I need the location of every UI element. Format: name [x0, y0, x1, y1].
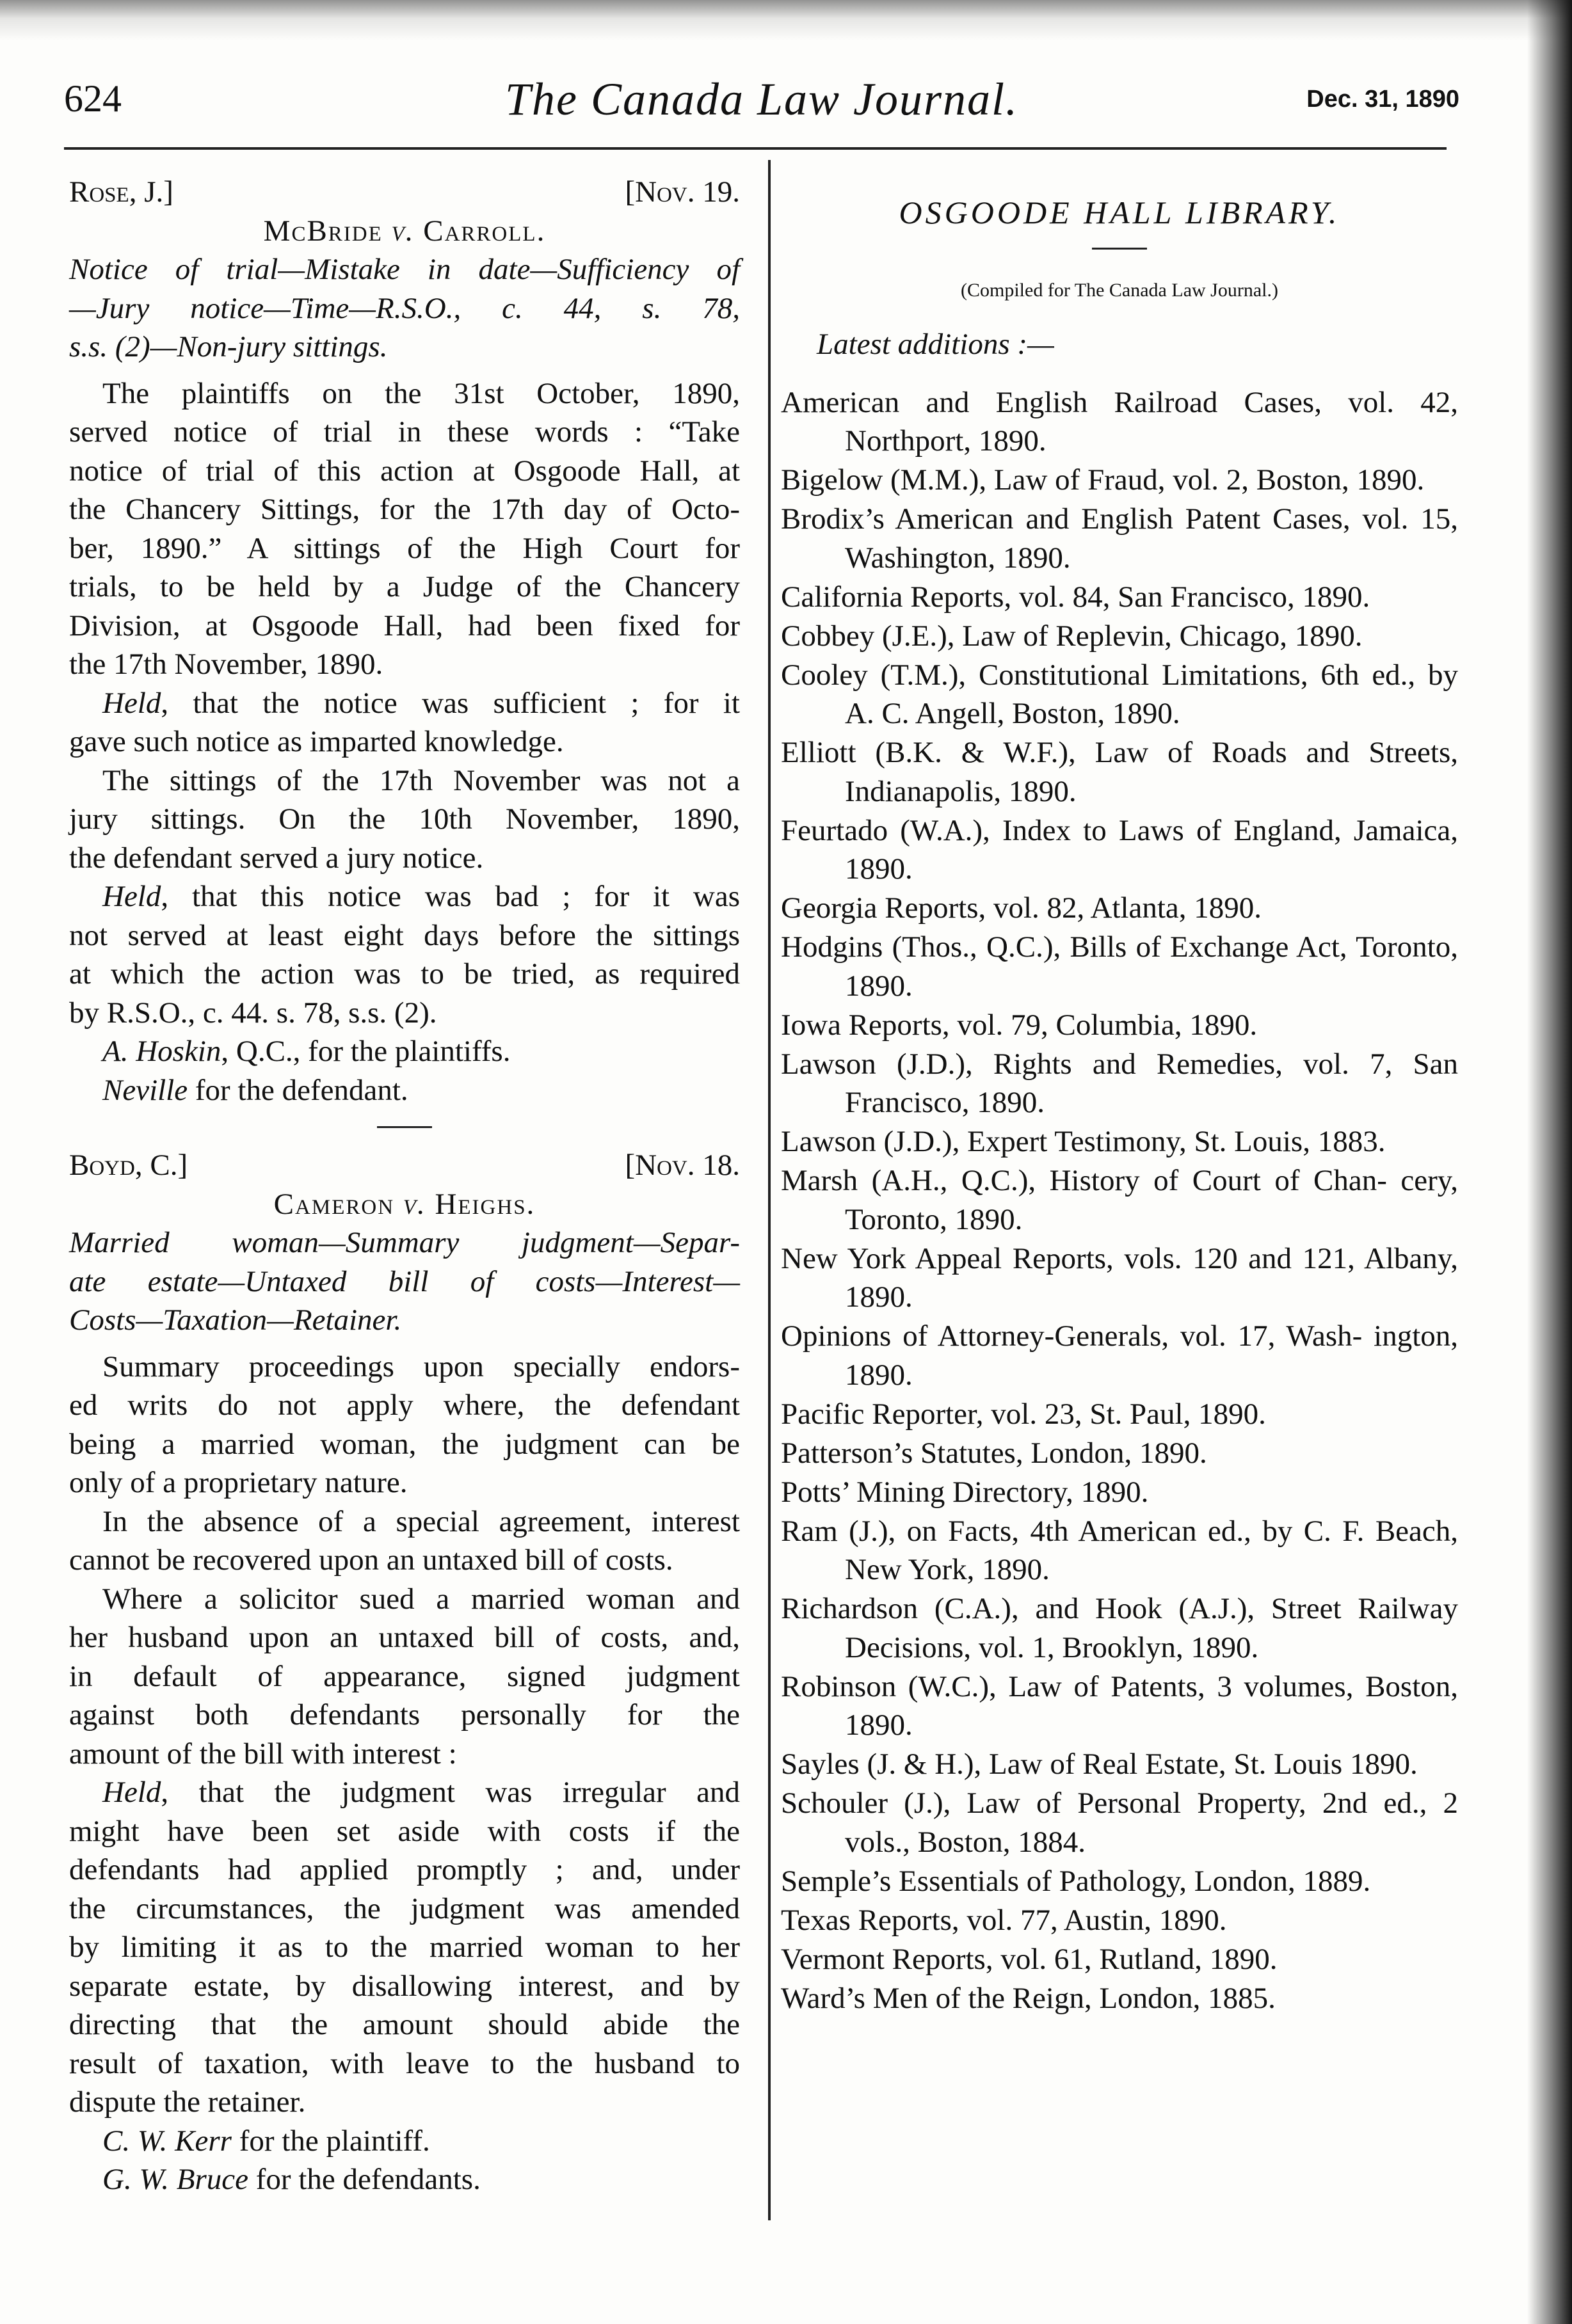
- case2-paragraph-1: [69, 1348, 740, 1502]
- text-line: The sittings of the 17th November was not a: [102, 763, 740, 797]
- entry-text-continued: Railway Decisions, vol. 1, Brooklyn, 1890.: [845, 1592, 1458, 1664]
- case1-paragraph-1: [69, 374, 740, 684]
- entry-text: Vermont Reports, vol. 61, Rutland, 1890.: [781, 1942, 1278, 1976]
- text-line: ed writs do not apply where, the defendant: [69, 1389, 740, 1422]
- scan-binding-shadow: [1527, 0, 1572, 2324]
- held-word: Held: [102, 880, 161, 913]
- latest-additions-label: Latest additions :—: [817, 328, 1054, 361]
- scan-top-shadow: [0, 0, 1572, 41]
- library-entries: [781, 383, 1458, 2018]
- case1-title: [69, 212, 740, 251]
- entry-text-continued: 1890.: [1356, 463, 1425, 497]
- library-entry: [781, 1045, 1458, 1122]
- counsel-name: G. W. Bruce: [102, 2163, 249, 2196]
- entry-text: Feurtado (W.A.), Index to Laws of England,: [781, 813, 1342, 847]
- left-column: [69, 173, 740, 2199]
- library-entry: [781, 1006, 1458, 1045]
- library-entry: [781, 1901, 1458, 1940]
- case1-judge: Rose, J.]: [69, 175, 173, 209]
- entry-text-continued: ed., by A. C. Angell, Boston, 1890.: [845, 658, 1458, 730]
- library-entry: [781, 1589, 1458, 1667]
- library-entry: [781, 1512, 1458, 1589]
- entry-text-continued: Toronto, 1890.: [845, 930, 1458, 1003]
- case2-counsel-plaintiff: [69, 2122, 740, 2161]
- case2-party-a: Cameron: [273, 1187, 395, 1221]
- library-entry: [781, 1395, 1458, 1434]
- text-line: defendants had applied promptly ; and, under: [69, 1853, 740, 1886]
- text-run: , that this notice was bad ; for it was: [161, 880, 740, 913]
- library-entry: [781, 1745, 1458, 1784]
- right-column: [781, 173, 1458, 2018]
- text-line: by R.S.O., c. 44. s. 78, s.s. (2).: [69, 996, 437, 1030]
- issue-date: Dec. 31, 1890: [1306, 86, 1459, 113]
- text-line: directing that the amount should abide the: [69, 2008, 740, 2041]
- entry-text: Schouler (J.), Law of Personal Property, 2nd: [781, 1787, 1368, 1820]
- text-run: , Q.C., for the plaintiffs.: [221, 1035, 511, 1068]
- text-line: served notice of trial in these words : “Take: [69, 415, 740, 449]
- case2-counsel-defendants: [69, 2160, 740, 2199]
- page-number: 624: [64, 77, 122, 120]
- library-title: OSGOODE HALL LIBRARY.: [899, 195, 1340, 230]
- entry-text-continued: cery, Toronto, 1890.: [845, 1164, 1458, 1236]
- library-entry: [781, 383, 1458, 461]
- entry-text: Opinions of Attorney-Generals, vol. 17, Wash-: [781, 1319, 1363, 1353]
- text-line: by limiting it as to the married woman to her: [69, 1930, 740, 1964]
- entry-text: Semple’s Essentials of Pathology, London,: [781, 1864, 1295, 1898]
- text-line: trials, to be held by a Judge of the Chancery: [69, 570, 740, 603]
- entry-text-continued: vol. 15, Washington, 1890.: [845, 502, 1459, 575]
- text-line: might have been set aside with costs if the: [69, 1814, 740, 1848]
- running-header: [64, 64, 1459, 141]
- library-entry: [781, 733, 1458, 811]
- counsel-name: Neville: [102, 1073, 188, 1107]
- headnote-line: ate estate—Untaxed bill of costs—Interest—: [69, 1264, 740, 1298]
- entry-text: Pacific Reporter, vol. 23, St. Paul, 1890.: [781, 1397, 1266, 1431]
- entry-text-continued: 1890.: [1349, 1747, 1418, 1781]
- text-line: The plaintiffs on the 31st October, 1890,: [102, 376, 740, 410]
- library-entry: [781, 578, 1458, 617]
- column-divider: [768, 160, 771, 2220]
- text-line: separate estate, by disallowing interest, and by: [69, 1969, 740, 2003]
- case2-paragraph-2: [69, 1502, 740, 1580]
- text-line: the defendant served a jury notice.: [69, 841, 484, 875]
- library-entry: [781, 1239, 1458, 1317]
- case2-party-b: Heighs.: [435, 1187, 536, 1221]
- text-line: [69, 684, 740, 723]
- library-entry: [781, 1317, 1458, 1394]
- entry-text: Texas Reports, vol. 77, Austin, 1890.: [781, 1903, 1227, 1937]
- text-run: , that the judgment was irregular and: [161, 1776, 740, 1809]
- entry-text: Hodgins (Thos., Q.C.), Bills of Exchange Act,: [781, 930, 1347, 964]
- text-line: [69, 1773, 740, 1812]
- text-line: the circumstances, the judgment was amended: [69, 1891, 740, 1925]
- entry-text-continued: Albany, 1890.: [845, 1241, 1458, 1314]
- library-entry: [781, 500, 1458, 577]
- entry-text: Lawson (J.D.), Expert Testimony, St. Louis,: [781, 1125, 1310, 1158]
- entry-text: Cooley (T.M.), Constitutional Limitations, 6th: [781, 658, 1359, 692]
- entry-text: Lawson (J.D.), Rights and Remedies, vol. 7,: [781, 1047, 1393, 1081]
- library-entry: [781, 1473, 1458, 1512]
- entry-text: Patterson’s Statutes, London, 1890.: [781, 1436, 1207, 1470]
- case2-versus: v.: [403, 1187, 426, 1221]
- entry-text: Cobbey (J.E.), Law of Replevin, Chicago, 1890.: [781, 619, 1363, 653]
- text-line: jury sittings. On the 10th November, 1890,: [69, 802, 740, 836]
- case1-date: [Nov. 19.: [625, 175, 740, 209]
- entry-text-continued: 1883.: [1317, 1125, 1386, 1158]
- case2-headnote: [69, 1223, 740, 1340]
- headnote-line: Costs—Taxation—Retainer.: [69, 1303, 402, 1337]
- text-line: Where a solicitor sued a married woman and: [102, 1582, 740, 1616]
- journal-title: The Canada Law Journal.: [504, 74, 1019, 125]
- entry-text: California Reports, vol. 84, San Francisco, 1890.: [781, 580, 1370, 614]
- text-line: result of taxation, with leave to the husband to: [69, 2046, 740, 2080]
- entry-text-continued: Streets, Indianapolis, 1890.: [845, 736, 1459, 808]
- text-line: gave such notice as imparted knowledge.: [69, 725, 564, 758]
- text-line: only of a proprietary nature.: [69, 1466, 408, 1499]
- case1-held-2: [69, 877, 740, 1032]
- text-line: not served at least eight days before the sittings: [69, 918, 740, 952]
- entry-text: Ram (J.), on Facts, 4th American ed., by C. F.: [781, 1514, 1365, 1548]
- case2-date: [Nov. 18.: [625, 1149, 740, 1182]
- text-line: cannot be recovered upon an untaxed bill of costs.: [69, 1543, 673, 1577]
- case1-party-a: McBride: [263, 214, 383, 248]
- section-separator: [377, 1126, 432, 1128]
- entry-text-continued: ington, 1890.: [845, 1319, 1459, 1392]
- case1-versus: v.: [391, 214, 415, 248]
- header-rule: [64, 147, 1447, 150]
- entry-text-continued: Northport, 1890.: [845, 424, 1047, 458]
- library-entry: [781, 1862, 1458, 1901]
- library-entry: [781, 461, 1458, 500]
- text-line: at which the action was to be tried, as required: [69, 957, 740, 991]
- text-line: being a married woman, the judgment can be: [69, 1427, 740, 1461]
- entry-text: Elliott (B.K. & W.F.), Law of Roads and: [781, 736, 1350, 769]
- entry-text: Bigelow (M.M.), Law of Fraud, vol. 2, Boston,: [781, 463, 1349, 497]
- library-entry: [781, 1784, 1458, 1861]
- entry-text: Marsh (A.H., Q.C.), History of Court of Chan-: [781, 1164, 1387, 1197]
- text-run: , that the notice was sufficient ; for it: [161, 686, 740, 720]
- entry-text: Georgia Reports, vol. 82, Atlanta, 1890.: [781, 891, 1262, 925]
- headnote-line: Married woman—Summary judgment—Separ-: [69, 1226, 740, 1259]
- case2-judge-line: [69, 1146, 740, 1185]
- library-entry: [781, 1940, 1458, 1979]
- entry-text: Sayles (J. & H.), Law of Real Estate, St. Louis: [781, 1747, 1343, 1781]
- library-entry: [781, 656, 1458, 733]
- compiled-note: (Compiled for The Canada Law Journal.): [961, 279, 1278, 301]
- library-entry: [781, 928, 1458, 1005]
- text-run: for the defendants.: [248, 2163, 481, 2196]
- entry-text: Iowa Reports, vol. 79, Columbia, 1890.: [781, 1008, 1258, 1042]
- text-line: Division, at Osgoode Hall, had been fixed for: [69, 609, 740, 642]
- case1-headnote: [69, 250, 740, 367]
- case2-judge: Boyd, C.]: [69, 1149, 188, 1182]
- entry-text-continued: Jamaica, 1890.: [845, 813, 1459, 886]
- entry-text: Ward’s Men of the Reign, London, 1885.: [781, 1981, 1276, 2015]
- headnote-line: —Jury notice—Time—R.S.O., c. 44, s. 78,: [69, 291, 740, 325]
- held-word: Held: [102, 1776, 161, 1809]
- headnote-line: Notice of trial—Mistake in date—Sufficiency of: [69, 253, 740, 286]
- text-run: for the defendant.: [188, 1073, 408, 1107]
- entry-text-continued: 1889.: [1303, 1864, 1371, 1898]
- library-entry: [781, 617, 1458, 656]
- case1-held-1: [69, 684, 740, 761]
- case1-counsel-plaintiffs: [69, 1032, 740, 1071]
- text-line: [69, 877, 740, 916]
- text-line: dispute the retainer.: [69, 2085, 306, 2119]
- text-line: against both defendants personally for the: [69, 1698, 740, 1731]
- counsel-name: A. Hoskin: [102, 1035, 221, 1068]
- library-entry: [781, 889, 1458, 928]
- entry-text: Robinson (W.C.), Law of Patents, 3 volumes,: [781, 1669, 1354, 1703]
- held-word: Held: [102, 686, 161, 720]
- title-separator: [1092, 248, 1147, 250]
- text-line: her husband upon an untaxed bill of costs, and,: [69, 1621, 740, 1654]
- case2-held: [69, 1773, 740, 2122]
- library-entry: [781, 1122, 1458, 1161]
- text-line: In the absence of a special agreement, interest: [102, 1504, 740, 1538]
- library-entry: [781, 1434, 1458, 1473]
- entry-text-continued: ed., 2 vols., Boston, 1884.: [845, 1787, 1458, 1859]
- case1-judge-line: [69, 173, 740, 212]
- entry-text: Potts’ Mining Directory, 1890.: [781, 1475, 1149, 1509]
- case1-party-b: Carroll.: [423, 214, 546, 248]
- library-entry: [781, 811, 1458, 889]
- case2-title: [69, 1185, 740, 1224]
- text-run: for the plaintiff.: [231, 2124, 430, 2158]
- library-entry: [781, 1667, 1458, 1745]
- entry-text: American and English Railroad Cases, vol. 42,: [781, 385, 1458, 419]
- entry-text-continued: Beach, New York, 1890.: [845, 1514, 1458, 1586]
- case1-counsel-defendant: [69, 1071, 740, 1110]
- headnote-line: s.s. (2)—Non-jury sittings.: [69, 330, 388, 363]
- text-line: Summary proceedings upon specially endors-: [102, 1349, 740, 1383]
- library-entry: [781, 1161, 1458, 1239]
- text-line: notice of trial of this action at Osgoode Hall, at: [69, 454, 740, 488]
- entry-text: Brodix’s American and English Patent Cases,: [781, 502, 1351, 536]
- counsel-name: C. W. Kerr: [102, 2124, 232, 2158]
- entry-text: New York Appeal Reports, vols. 120 and 121,: [781, 1241, 1355, 1275]
- text-line: the 17th November, 1890.: [69, 648, 383, 681]
- entry-text-continued: Boston, 1890.: [845, 1669, 1459, 1742]
- text-line: ber, 1890.” A sittings of the High Court for: [69, 531, 740, 565]
- entry-text: Richardson (C.A.), and Hook (A.J.), Street: [781, 1592, 1342, 1625]
- library-entry: [781, 1979, 1458, 2018]
- case1-paragraph-2: [69, 761, 740, 878]
- text-line: the Chancery Sittings, for the 17th day of Octo-: [69, 493, 740, 526]
- text-line: in default of appearance, signed judgment: [69, 1659, 740, 1693]
- text-line: amount of the bill with interest :: [69, 1737, 457, 1771]
- entry-text-continued: San Francisco, 1890.: [845, 1047, 1458, 1119]
- case2-paragraph-3: [69, 1580, 740, 1774]
